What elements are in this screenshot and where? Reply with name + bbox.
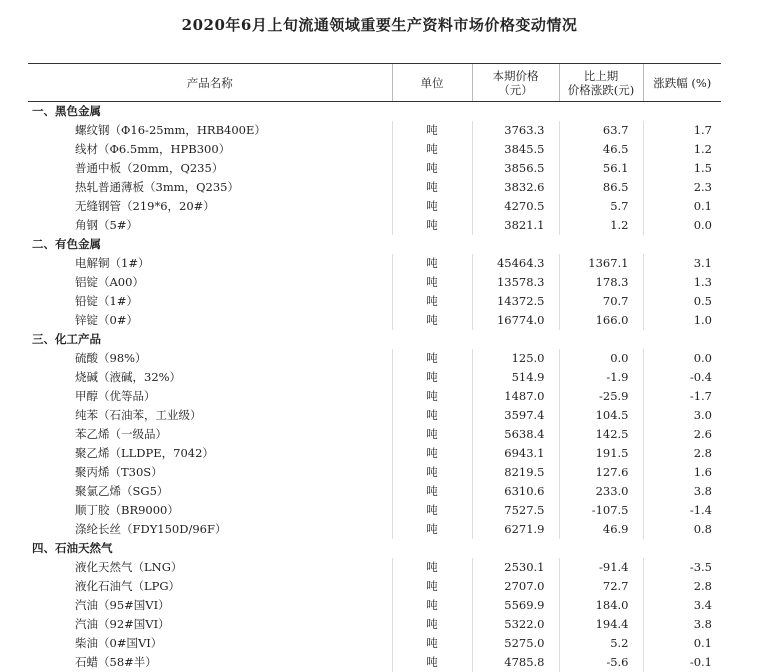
product-name-cell: 聚乙烯（LLDPE，7042） [75, 446, 214, 460]
price-change-cell: 5.7 [559, 197, 643, 216]
unit-cell: 吨 [392, 292, 472, 311]
price-change-cell: 46.9 [559, 520, 643, 539]
price-change-cell: 127.6 [559, 463, 643, 482]
product-name-cell: 苯乙烯（一级品） [75, 427, 167, 441]
change-percent-cell: 2.8 [643, 444, 721, 463]
table-row [28, 159, 721, 178]
table-row [28, 463, 721, 482]
change-percent-cell: 3.8 [643, 615, 721, 634]
price-change-cell: 46.5 [559, 140, 643, 159]
price-change-cell: 166.0 [559, 311, 643, 330]
change-percent-cell: 3.0 [643, 406, 721, 425]
product-name-cell: 汽油（92#国VI） [75, 617, 170, 631]
table-row [28, 425, 721, 444]
unit-cell: 吨 [392, 216, 472, 235]
category-row [28, 539, 721, 558]
unit-cell: 吨 [392, 520, 472, 539]
product-name-cell: 烧碱（液碱，32%） [75, 370, 182, 384]
change-percent-cell: 1.5 [643, 159, 721, 178]
unit-cell: 吨 [392, 615, 472, 634]
table-row [28, 121, 721, 140]
product-name-cell: 聚丙烯（T30S） [75, 465, 163, 479]
change-percent-cell: -1.4 [643, 501, 721, 520]
current-price-cell: 3763.3 [472, 121, 559, 140]
product-name-cell: 硫酸（98%） [75, 351, 147, 365]
change-percent-cell: -3.5 [643, 558, 721, 577]
change-percent-cell: 0.1 [643, 634, 721, 653]
table-row [28, 482, 721, 501]
table-row [28, 615, 721, 634]
table-row [28, 292, 721, 311]
category-label: 三、化工产品 [32, 332, 101, 346]
current-price-cell: 6310.6 [472, 482, 559, 501]
table-row [28, 634, 721, 653]
change-percent-cell: -1.7 [643, 387, 721, 406]
category-row [28, 235, 721, 254]
change-percent-cell: 0.1 [643, 197, 721, 216]
header-price-change-line2: 价格涨跌(元) [567, 82, 635, 97]
product-name-cell: 锌锭（0#） [75, 313, 138, 327]
price-change-cell: 1.2 [559, 216, 643, 235]
current-price-cell: 8219.5 [472, 463, 559, 482]
current-price-cell: 125.0 [472, 349, 559, 368]
current-price-cell: 5638.4 [472, 425, 559, 444]
unit-cell: 吨 [392, 197, 472, 216]
current-price-cell: 14372.5 [472, 292, 559, 311]
header-unit: 单位 [392, 64, 472, 102]
header-current-price [472, 64, 559, 102]
price-change-cell: 5.2 [559, 634, 643, 653]
unit-cell: 吨 [392, 482, 472, 501]
category-row [28, 330, 721, 349]
unit-cell: 吨 [392, 596, 472, 615]
unit-cell: 吨 [392, 653, 472, 672]
header-product-name: 产品名称 [28, 64, 392, 102]
price-change-cell: 233.0 [559, 482, 643, 501]
price-change-cell: 70.7 [559, 292, 643, 311]
price-change-cell: -91.4 [559, 558, 643, 577]
table-row [28, 653, 721, 672]
product-name-cell: 普通中板（20mm，Q235） [75, 161, 224, 175]
price-change-cell: 194.4 [559, 615, 643, 634]
change-percent-cell: 0.8 [643, 520, 721, 539]
table-row [28, 596, 721, 615]
unit-cell: 吨 [392, 425, 472, 444]
current-price-cell: 514.9 [472, 368, 559, 387]
unit-cell: 吨 [392, 178, 472, 197]
product-name-cell: 铅锭（1#） [75, 294, 138, 308]
header-current-price-line2: （元） [498, 82, 533, 97]
product-name-cell: 无缝钢管（219*6，20#） [75, 199, 215, 213]
current-price-cell: 3597.4 [472, 406, 559, 425]
table-row [28, 216, 721, 235]
change-percent-cell: 1.3 [643, 273, 721, 292]
price-change-cell: 0.0 [559, 349, 643, 368]
current-price-cell: 3856.5 [472, 159, 559, 178]
change-percent-cell: 1.6 [643, 463, 721, 482]
unit-cell: 吨 [392, 311, 472, 330]
current-price-cell: 5322.0 [472, 615, 559, 634]
product-name-cell: 电解铜（1#） [75, 256, 150, 270]
product-name-cell: 石蜡（58#半） [75, 655, 157, 669]
unit-cell: 吨 [392, 159, 472, 178]
table-row [28, 520, 721, 539]
current-price-cell: 4270.5 [472, 197, 559, 216]
unit-cell: 吨 [392, 254, 472, 273]
price-change-cell: 56.1 [559, 159, 643, 178]
table-row [28, 197, 721, 216]
price-change-cell: -25.9 [559, 387, 643, 406]
current-price-cell: 4785.8 [472, 653, 559, 672]
current-price-cell: 5275.0 [472, 634, 559, 653]
price-change-cell: -5.6 [559, 653, 643, 672]
current-price-cell: 3845.5 [472, 140, 559, 159]
price-change-cell: 86.5 [559, 178, 643, 197]
category-label: 四、石油天然气 [32, 541, 113, 555]
table-row [28, 558, 721, 577]
current-price-cell: 3832.6 [472, 178, 559, 197]
unit-cell: 吨 [392, 387, 472, 406]
price-change-cell: 1367.1 [559, 254, 643, 273]
change-percent-cell: 1.7 [643, 121, 721, 140]
table-row [28, 178, 721, 197]
price-change-cell: 191.5 [559, 444, 643, 463]
table-row [28, 311, 721, 330]
table-row [28, 254, 721, 273]
change-percent-cell: 2.6 [643, 425, 721, 444]
page-title: 2020年6月上旬流通领域重要生产资料市场价格变动情况 [181, 16, 578, 34]
change-percent-cell: 2.3 [643, 178, 721, 197]
table-row [28, 273, 721, 292]
change-percent-cell: 3.1 [643, 254, 721, 273]
product-name-cell: 液化石油气（LPG） [75, 579, 181, 593]
table-row [28, 444, 721, 463]
price-change-cell: 142.5 [559, 425, 643, 444]
current-price-cell: 13578.3 [472, 273, 559, 292]
table-row [28, 349, 721, 368]
category-label: 二、有色金属 [32, 237, 101, 251]
table-row [28, 406, 721, 425]
product-name-cell: 铝锭（A00） [75, 275, 144, 289]
product-name-cell: 螺纹钢（Φ16-25mm，HRB400E） [75, 123, 266, 137]
change-percent-cell: 1.0 [643, 311, 721, 330]
unit-cell: 吨 [392, 273, 472, 292]
category-row [28, 102, 721, 122]
price-change-cell: 184.0 [559, 596, 643, 615]
table-body [28, 102, 721, 672]
header-change-percent: 涨跌幅 (%) [643, 64, 721, 102]
product-name-cell: 线材（Φ6.5mm，HPB300） [75, 142, 231, 156]
change-percent-cell: 3.4 [643, 596, 721, 615]
table-row [28, 577, 721, 596]
change-percent-cell: 2.8 [643, 577, 721, 596]
product-name-cell: 纯苯（石油苯，工业级） [75, 408, 202, 422]
header-row [28, 64, 721, 102]
product-name-cell: 涤纶长丝（FDY150D/96F） [75, 522, 227, 536]
change-percent-cell: 0.0 [643, 349, 721, 368]
price-change-cell: 178.3 [559, 273, 643, 292]
price-change-cell: -107.5 [559, 501, 643, 520]
unit-cell: 吨 [392, 501, 472, 520]
price-change-cell: 104.5 [559, 406, 643, 425]
unit-cell: 吨 [392, 121, 472, 140]
change-percent-cell: -0.1 [643, 653, 721, 672]
current-price-cell: 5569.9 [472, 596, 559, 615]
unit-cell: 吨 [392, 349, 472, 368]
unit-cell: 吨 [392, 577, 472, 596]
unit-cell: 吨 [392, 406, 472, 425]
price-table [28, 63, 721, 672]
header-price-change-line1: 比上期 [583, 68, 619, 83]
table-row [28, 140, 721, 159]
change-percent-cell: 3.8 [643, 482, 721, 501]
change-percent-cell: 0.0 [643, 216, 721, 235]
unit-cell: 吨 [392, 444, 472, 463]
current-price-cell: 2707.0 [472, 577, 559, 596]
header-price-change [559, 64, 643, 102]
current-price-cell: 16774.0 [472, 311, 559, 330]
product-name-cell: 汽油（95#国VI） [75, 598, 170, 612]
product-name-cell: 顺丁胶（BR9000） [75, 503, 179, 517]
product-name-cell: 柴油（0#国VI） [75, 636, 163, 650]
price-change-cell: -1.9 [559, 368, 643, 387]
current-price-cell: 2530.1 [472, 558, 559, 577]
current-price-cell: 1487.0 [472, 387, 559, 406]
product-name-cell: 聚氯乙烯（SG5） [75, 484, 169, 498]
unit-cell: 吨 [392, 558, 472, 577]
table-row [28, 387, 721, 406]
price-change-cell: 63.7 [559, 121, 643, 140]
unit-cell: 吨 [392, 140, 472, 159]
table-row [28, 368, 721, 387]
current-price-cell: 3821.1 [472, 216, 559, 235]
current-price-cell: 6943.1 [472, 444, 559, 463]
price-change-cell: 72.7 [559, 577, 643, 596]
change-percent-cell: -0.4 [643, 368, 721, 387]
table-row [28, 501, 721, 520]
header-current-price-line1: 本期价格 [492, 68, 539, 83]
category-label: 一、黑色金属 [32, 104, 101, 118]
current-price-cell: 7527.5 [472, 501, 559, 520]
product-name-cell: 甲醇（优等品） [75, 389, 156, 403]
current-price-cell: 45464.3 [472, 254, 559, 273]
product-name-cell: 液化天然气（LNG） [75, 560, 183, 574]
product-name-cell: 热轧普通薄板（3mm，Q235） [75, 180, 240, 194]
unit-cell: 吨 [392, 463, 472, 482]
unit-cell: 吨 [392, 368, 472, 387]
change-percent-cell: 0.5 [643, 292, 721, 311]
change-percent-cell: 1.2 [643, 140, 721, 159]
unit-cell: 吨 [392, 634, 472, 653]
current-price-cell: 6271.9 [472, 520, 559, 539]
product-name-cell: 角钢（5#） [75, 218, 138, 232]
